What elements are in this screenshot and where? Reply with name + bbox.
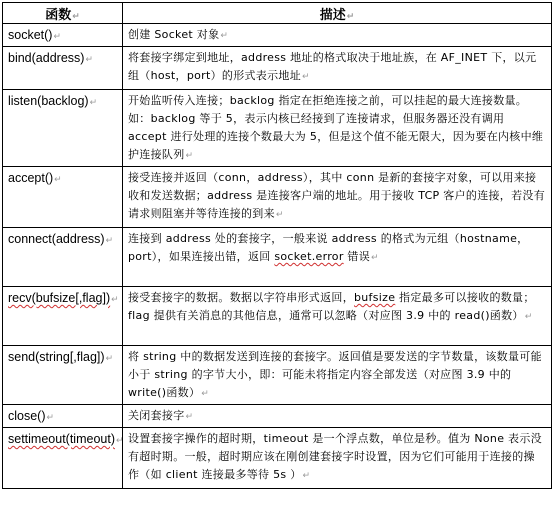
function-description: 将 string 中的数据发送到连接的套接字。返回值是要发送的字节数量，该数量可能小于 string 的字节大小，即：可能未将指定内容全部发送（对应图 3.9 中的 write()函数）↵	[123, 346, 552, 405]
function-name: socket()↵	[3, 24, 123, 47]
function-name: listen(backlog)↵	[3, 90, 123, 167]
function-description: 接受连接并返回（conn，address），其中 conn 是新的套接字对象，可以用来接收和发送数据；address 是连接客户端的地址。用于接收 TCP 客户的连接，若没有请求则阻塞并等待连接的到来↵	[123, 167, 552, 228]
socket-functions-table	[2, 2, 552, 489]
table-row	[3, 24, 552, 47]
function-name: recv(bufsize[,flag])↵	[3, 287, 123, 346]
table-header-row	[3, 3, 552, 24]
spellcheck-underlined-term: socket.error	[274, 250, 344, 263]
table-row	[3, 428, 552, 489]
function-name: bind(address)↵	[3, 47, 123, 90]
function-description: 开始监听传入连接；backlog 指定在拒绝连接之前，可以挂起的最大连接数量。如：backlog 等于 5，表示内核已经接到了连接请求，但服务器还没有调用 accept 进行处理的连接个数最大为 5，但是这个值不能无限大，因为要在内核中维护连接队列↵	[123, 90, 552, 167]
table-row	[3, 405, 552, 428]
table-row	[3, 90, 552, 167]
function-name: accept()↵	[3, 167, 123, 228]
header-function: 函数↵	[3, 3, 123, 24]
function-name: send(string[,flag])↵	[3, 346, 123, 405]
table-row	[3, 167, 552, 228]
table-row	[3, 228, 552, 287]
function-name: settimeout(timeout)↵	[3, 428, 123, 489]
table-row	[3, 287, 552, 346]
function-description: 设置套接字操作的超时期，timeout 是一个浮点数，单位是秒。值为 None 表示没有超时期。一般，超时期应该在刚创建套接字时设置，因为它们可能用于连接的操作（如 client 连接最多等待 5s ）↵	[123, 428, 552, 489]
function-description: 将套接字绑定到地址，address 地址的格式取决于地址族，在 AF_INET 下，以元组（host，port）的形式表示地址↵	[123, 47, 552, 90]
function-description: 创建 Socket 对象↵	[123, 24, 552, 47]
function-name: close()↵	[3, 405, 123, 428]
header-description: 描述↵	[123, 3, 552, 24]
function-name: connect(address)↵	[3, 228, 123, 287]
table-row	[3, 346, 552, 405]
table-row	[3, 47, 552, 90]
function-description: 关闭套接字↵	[123, 405, 552, 428]
spellcheck-underlined-term: bufsize	[354, 291, 396, 304]
function-description: 连接到 address 处的套接字，一般来说 address 的格式为元组（hostname，port），如果连接出错，返回 socket.error 错误↵	[123, 228, 552, 287]
function-description: 接受套接字的数据。数据以字符串形式返回，bufsize 指定最多可以接收的数量；flag 提供有关消息的其他信息，通常可以忽略（对应图 3.9 中的 read()函数）↵	[123, 287, 552, 346]
